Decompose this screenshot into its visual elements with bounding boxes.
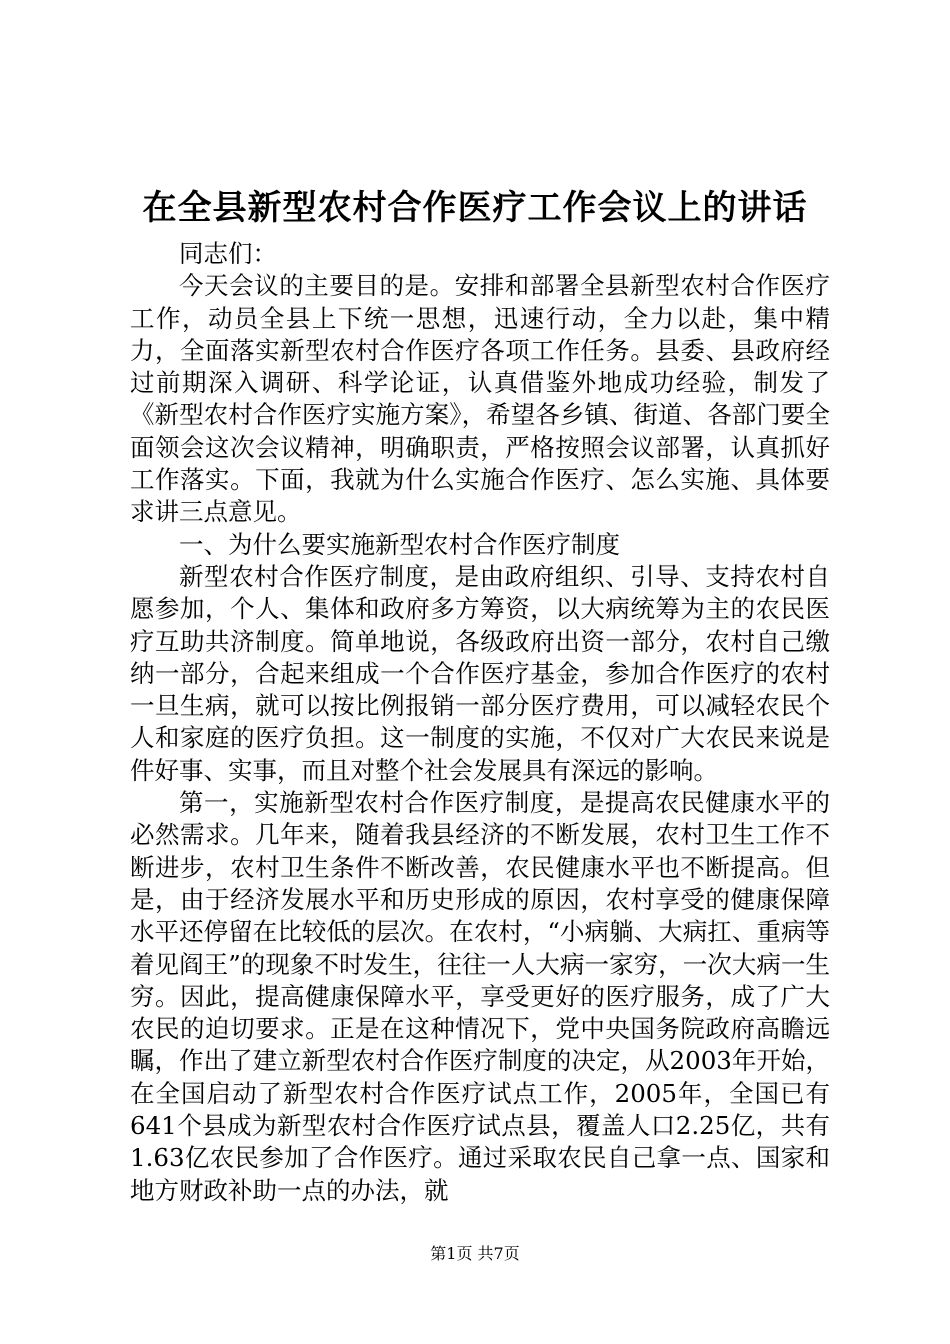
section-heading: 一、为什么要实施新型农村合作医疗制度	[179, 529, 620, 559]
document-body	[130, 238, 830, 1207]
paragraph: 新型农村合作医疗制度，是由政府组织、引导、支持农村自愿参加，个人、集体和政府多方筹资，以大病统筹为主的农民医疗互助共济制度。简单地说，各级政府出资一部分，农村自己缴纳一部分，合起来组成一个合作医疗基金，参加合作医疗的农村一旦生病，就可以按比例报销一部分医疗费用，可以减轻农民个人和家庭的医疗负担。这一制度的实施，不仅对广大农民来说是件好事、实事，而且对整个社会发展具有深远的影响。	[130, 561, 830, 785]
paragraph: 今天会议的主要目的是。安排和部署全县新型农村合作医疗工作，动员全县上下统一思想，迅速行动，全力以赴，集中精力，全面落实新型农村合作医疗各项工作任务。县委、县政府经过前期深入调研、科学论证，认真借鉴外地成功经验，制发了《新型农村合作医疗实施方案》，希望各乡镇、街道、各部门要全面领会这次会议精神，明确职责，严格按照会议部署，认真抓好工作落实。下面，我就为什么实施合作医疗、怎么实施、具体要求讲三点意见。	[130, 271, 830, 527]
salutation: 同志们：	[179, 239, 277, 268]
page-footer: 第1页 共7页	[430, 1244, 520, 1263]
document-title: 在全县新型农村合作医疗工作会议上的讲话	[142, 188, 808, 228]
paragraph: 第一，实施新型农村合作医疗制度，是提高农民健康水平的必然需求。几年来，随着我县经济的不断发展，农村卫生工作不断进步，农村卫生条件不断改善，农民健康水平也不断提高。但是，由于经济发展水平和历史形成的原因，农村享受的健康保障水平还停留在比较低的层次。在农村，“小病躺、大病扛、重病等着见阎王”的现象不时发生，往往一人大病一家穷，一次大病一生穷。因此，提高健康保障水平，享受更好的医疗服务，成了广大农民的迫切要求。正是在这种情况下，党中央国务院政府高瞻远瞩，作出了建立新型农村合作医疗制度的决定，从2003年开始，在全国启动了新型农村合作医疗试点工作，2005年，全国已有641个县成为新型农村合作医疗试点县，覆盖人口2.25亿，共有1.63亿农民参加了合作医疗。通过采取农民自己拿一点、国家和地方财政补助一点的办法，就	[130, 788, 830, 1205]
